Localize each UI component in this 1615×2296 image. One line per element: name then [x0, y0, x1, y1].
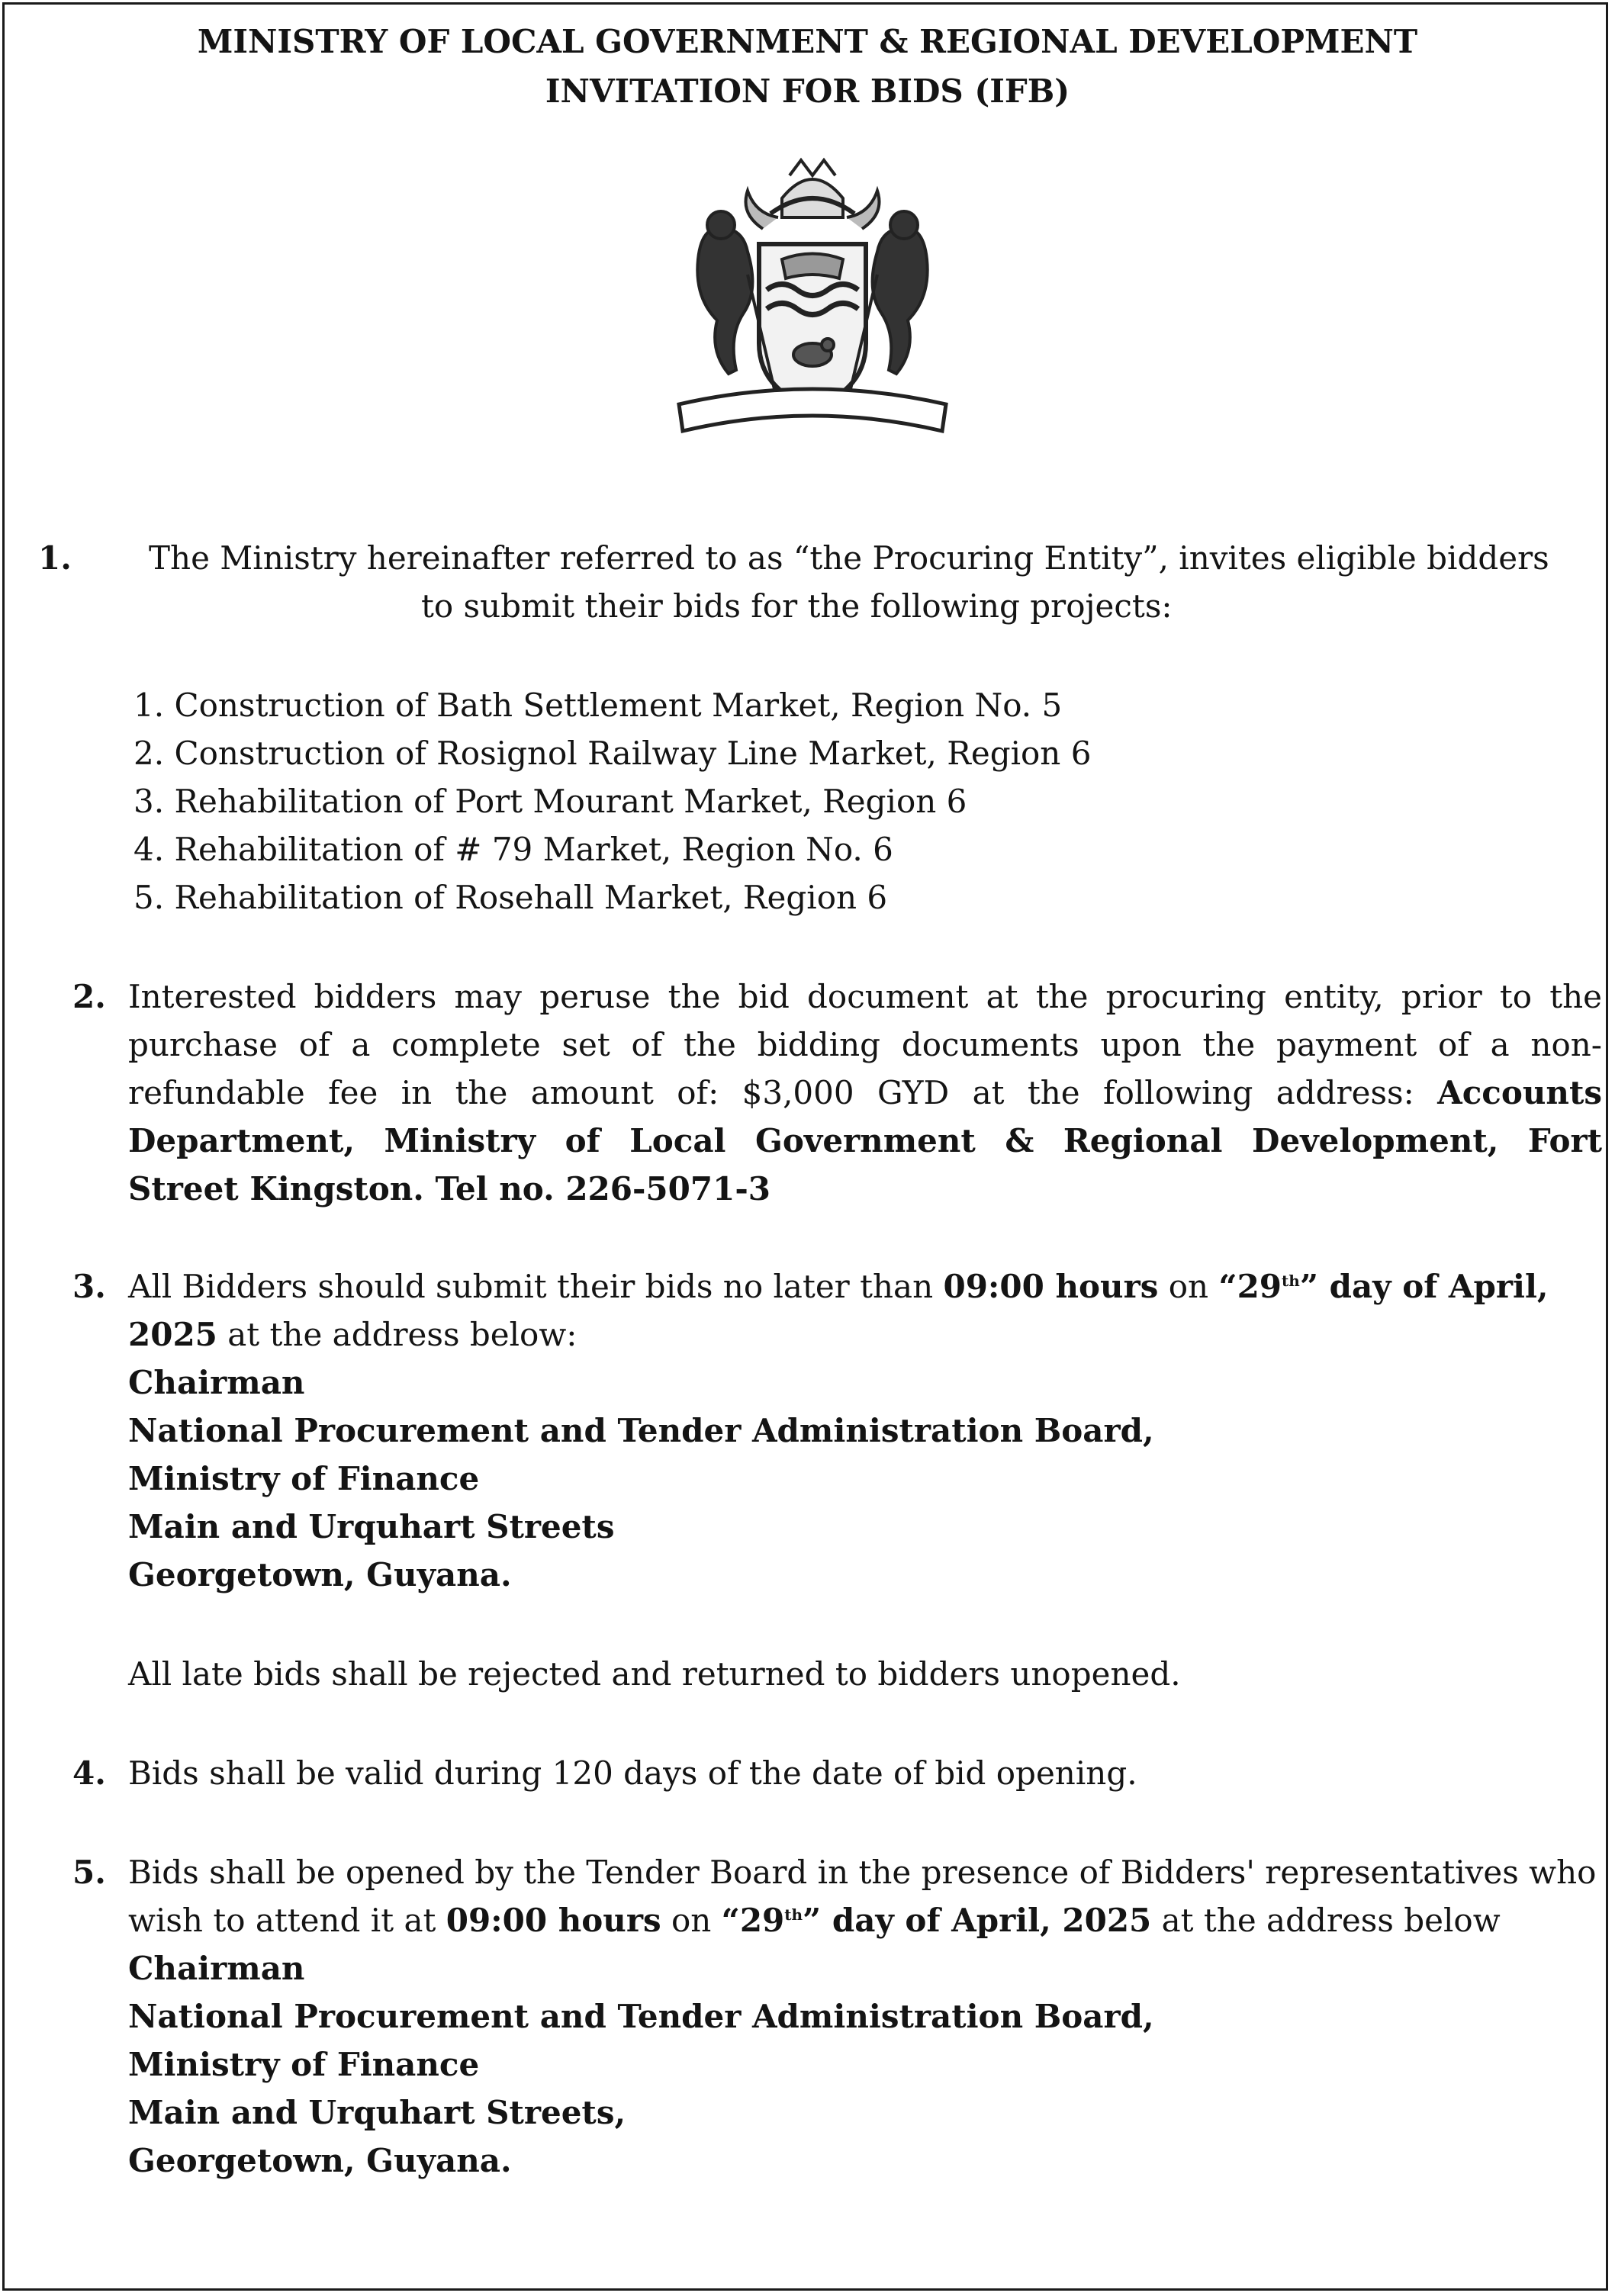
- address-line: Ministry of Finance: [128, 1460, 480, 1497]
- section1-line1: The Ministry hereinafter referred to as “the Procuring Entity”, invites eligible bidders: [149, 539, 1549, 577]
- address-line: National Procurement and Tender Administration Board,: [128, 1412, 1154, 1449]
- section4-text: Bids shall be valid during 120 days of the date of bid opening.: [128, 1754, 1137, 1792]
- section2-line2: purchase of a complete set of the bidding documents upon the payment of a non-: [128, 1026, 1602, 1063]
- ifb-heading: INVITATION FOR BIDS (IFB): [545, 72, 1070, 110]
- list-item: 1. Construction of Bath Settlement Market, Region No. 5: [134, 687, 1063, 724]
- section-number: 4.: [72, 1754, 106, 1792]
- list-item: 5. Rehabilitation of Rosehall Market, Region 6: [134, 879, 888, 916]
- section3-line1: All Bidders should submit their bids no later than 09:00 hours on “29th” day of April,: [128, 1268, 1549, 1305]
- address-line: Main and Urquhart Streets,: [128, 2094, 626, 2131]
- address-line: Main and Urquhart Streets: [128, 1508, 615, 1545]
- address-line: Chairman: [128, 1364, 305, 1401]
- section2-line3: refundable fee in the amount of: $3,000 GYD at the following address: Accounts: [128, 1074, 1602, 1111]
- section2-line4: Department, Ministry of Local Government & Regional Development, Fort: [128, 1122, 1602, 1159]
- section-number: 5.: [72, 1854, 106, 1891]
- section-number: 3.: [72, 1268, 106, 1305]
- list-item: 4. Rehabilitation of # 79 Market, Region No. 6: [134, 831, 893, 868]
- coat-of-arms-icon: [656, 145, 969, 450]
- section-number: 2.: [72, 978, 106, 1015]
- section3-line2: 2025 at the address below:: [128, 1316, 577, 1353]
- address-line: Georgetown, Guyana.: [128, 2142, 512, 2179]
- address-line: Chairman: [128, 1950, 305, 1987]
- section5-line2: wish to attend it at 09:00 hours on “29th” day of April, 2025 at the address below: [128, 1902, 1501, 1939]
- list-item: 3. Rehabilitation of Port Mourant Market, Region 6: [134, 783, 967, 820]
- address-line: Georgetown, Guyana.: [128, 1556, 512, 1593]
- late-bids-note: All late bids shall be rejected and returned to bidders unopened.: [128, 1655, 1181, 1693]
- section2-line5: Street Kingston. Tel no. 226-5071-3: [128, 1170, 771, 1207]
- address-line: National Procurement and Tender Administration Board,: [128, 1998, 1154, 2035]
- section1-line2: to submit their bids for the following projects:: [421, 587, 1173, 625]
- section2-line1: Interested bidders may peruse the bid document at the procuring entity, prior to the: [128, 978, 1602, 1015]
- ministry-heading: MINISTRY OF LOCAL GOVERNMENT & REGIONAL DEVELOPMENT: [197, 23, 1418, 60]
- section-number: 1.: [38, 539, 72, 577]
- list-item: 2. Construction of Rosignol Railway Line Market, Region 6: [134, 735, 1092, 772]
- address-line: Ministry of Finance: [128, 2046, 480, 2083]
- section5-line1: Bids shall be opened by the Tender Board in the presence of Bidders' representatives who: [128, 1854, 1597, 1891]
